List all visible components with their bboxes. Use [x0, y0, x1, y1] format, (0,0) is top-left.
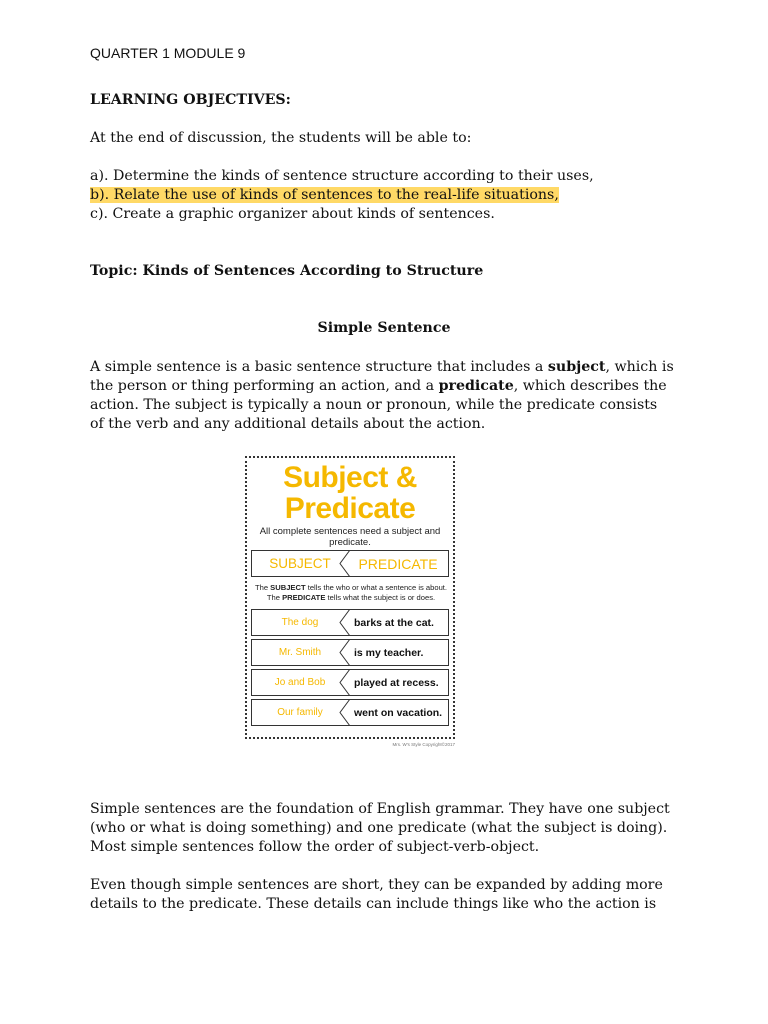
example-row: [251, 639, 449, 666]
poster-title: Subject & Predicate: [283, 461, 417, 525]
objectives-intro: At the end of discussion, the students will be able to:: [90, 130, 472, 146]
term-subject: subject: [547, 359, 606, 375]
objectives-heading: LEARNING OBJECTIVES:: [90, 92, 291, 108]
arrow-divider-icon: [338, 609, 352, 636]
highlighted-text: b). Relate the use of kinds of sentences to the real-life situations,: [90, 187, 559, 203]
arrow-divider-icon: [338, 639, 352, 666]
poster-copyright: Mrs. W's Style Copyright©2017: [392, 742, 455, 747]
objective-item-a: a). Determine the kinds of sentence structure according to their uses,: [90, 168, 594, 184]
example-subject: Jo and Bob: [274, 677, 326, 688]
example-row: [251, 699, 449, 726]
arrow-divider-icon: [338, 669, 352, 696]
example-subject: Our family: [277, 707, 323, 718]
arrow-divider-icon: [338, 699, 352, 726]
example-predicate: went on vacation.: [354, 706, 443, 719]
example-predicate: barks at the cat.: [354, 616, 434, 629]
header-subject-label: SUBJECT: [269, 556, 331, 571]
example-predicate: played at recess.: [354, 676, 439, 689]
objective-item-c: c). Create a graphic organizer about kinds of sentences.: [90, 206, 495, 222]
paragraph-expanded: Even though simple sentences are short, they can be expanded by adding more details to the predicate. These details can include things like who the action is: [90, 877, 663, 912]
poster-header-row: [251, 550, 449, 577]
example-subject: Mr. Smith: [278, 647, 322, 658]
term-predicate: predicate: [438, 378, 514, 394]
module-header: QUARTER 1 MODULE 9: [90, 45, 246, 61]
poster-explanation: The SUBJECT tells the who or what a sentence is about. The PREDICATE tells what the subject is or does.: [254, 583, 448, 602]
example-row: [251, 609, 449, 636]
example-predicate: is my teacher.: [354, 646, 424, 659]
subject-predicate-infographic: [245, 456, 455, 747]
header-predicate-label: PREDICATE: [358, 555, 438, 572]
paragraph-simple-sentence-definition: A simple sentence is a basic sentence structure that includes a subject, which is the person or thing performing an action, and a predicate, which describes the action. The subject is typically a noun or pronoun, while the predicate consists of the verb and any additional details about the action.: [90, 359, 674, 432]
section-title: Simple Sentence: [317, 320, 451, 336]
arrow-divider-icon: [338, 550, 352, 577]
objective-item-b: [90, 186, 559, 205]
example-row: [251, 669, 449, 696]
example-subject: The dog: [281, 617, 319, 628]
poster-subtitle: All complete sentences need a subject and predicate.: [259, 526, 441, 548]
paragraph-foundation: Simple sentences are the foundation of English grammar. They have one subject (who or what is doing something) and one predicate (what the subject is doing). Most simple sentences follow the order of subject-verb-object.: [90, 801, 670, 855]
topic-heading: Topic: Kinds of Sentences According to Structure: [90, 263, 484, 279]
